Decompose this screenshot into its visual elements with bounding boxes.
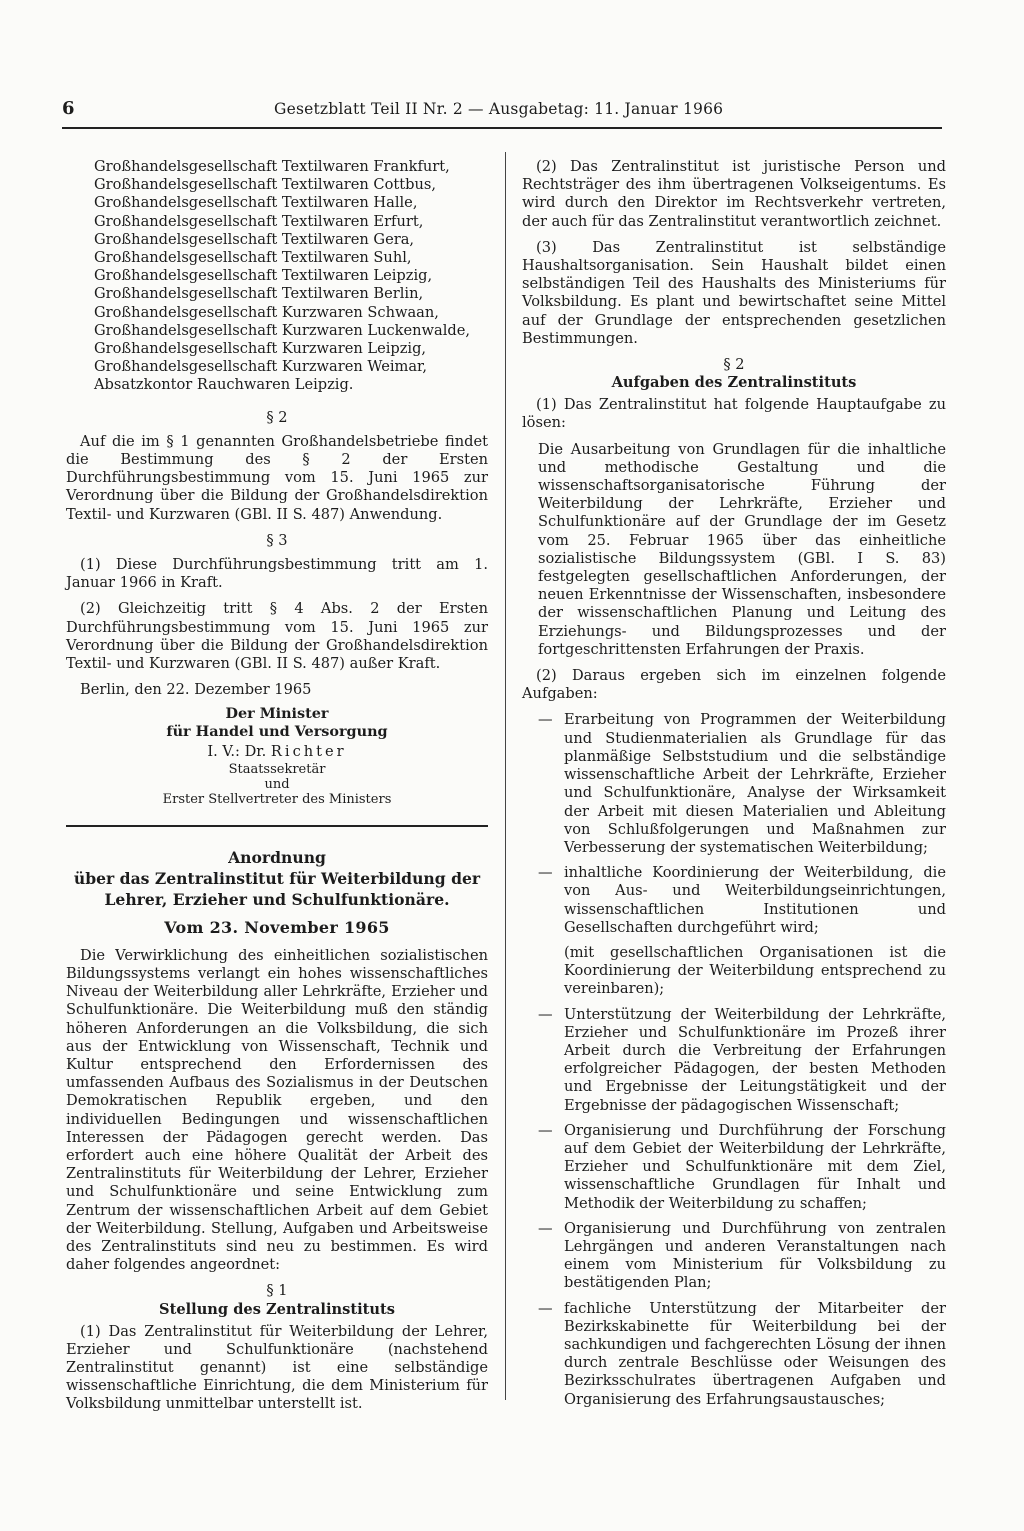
coordination-note: (mit gesellschaftlichen Organisationen ist die Koordinierung der Weiterbildung entsprechend zu vereinbaren); (564, 943, 946, 998)
signature-surname: Richter (270, 743, 347, 761)
signature-name (66, 743, 488, 761)
ordinance-title-2: über das Zentralinstitut für Weiterbildung der (73, 868, 481, 888)
list-item: Großhandelsgesellschaft Textilwaren Cottbus, (94, 176, 436, 194)
list-item: Großhandelsgesellschaft Textilwaren Gera, (94, 230, 415, 248)
list-item: Großhandelsgesellschaft Kurzwaren Leipzig, (94, 340, 427, 358)
section-sign-2b: § 2 (723, 356, 745, 374)
dash-bullet: — (538, 1005, 553, 1023)
dash-bullet: — (538, 1299, 553, 1317)
dash-bullet: — (538, 711, 553, 729)
list-item: — Unterstützung der Weiterbildung der Lehrkräfte, Erzieher und Schulfunktionäre im Prozeß ihrer Arbeit durch die Verbreitung der Erfahrungen erfolgreicher Pädagogen, der besten Methoden und Ergebnisse der Leitungstätigkeit und der Ergebnisse der pädagogischen Wissenschaft; (538, 1005, 946, 1114)
list-item: Großhandelsgesellschaft Textilwaren Berlin, (94, 285, 424, 303)
ordinance-title-3: Lehrer, Erzieher und Schulfunktionäre. (104, 889, 450, 909)
running-title: Gesetzblatt Teil II Nr. 2 — Ausgabetag: 11. Januar 1966 (274, 100, 724, 118)
section-1-para-3: (3) Das Zentralinstitut ist selbständige Haushaltsorganisation. Sein Haushalt bildet einen selbständigen Teil des Haushalts des Ministeriums für Volksbildung. Es plant und bewirtschaftet seine Mittel auf der Grundlage der entsprechenden gesetzlichen Bestimmungen. (522, 238, 946, 347)
section-3-para-1: (1) Diese Durchführungsbestimmung tritt am 1. Januar 1966 in Kraft. (66, 556, 488, 592)
section-2-para-2: (2) Daraus ergeben sich im einzelnen folgende Aufgaben: (522, 667, 946, 703)
page-number: 6 (62, 98, 75, 119)
ordinance-title-1: Anordnung (228, 847, 326, 867)
page-header (62, 98, 942, 124)
main-task: Die Ausarbeitung von Grundlagen für die inhaltliche und methodische Gestaltung und die wissenschaftsorganisatorische Führung der Weiterbildung der Lehrkräfte, Erzieher und Schulfunktionäre auf der Grundlage der im Gesetz vom 25. Februar 1965 über das einheitliche sozialistische Bildungssystem (GBl. I S. 83) festgelegten gesellschaftlichen Anforderungen, der neuen Erkenntnisse der Wissenschaften, insbesondere der wissenschaftlichen Planung und Leitung des Erziehungs- und Bildungsprozesses und der fortgeschrittensten Erfahrungen der Praxis. (538, 440, 946, 658)
list-item: Großhandelsgesellschaft Kurzwaren Weimar, (94, 358, 428, 376)
dash-bullet: — (538, 1121, 553, 1139)
list-item: Absatzkontor Rauchwaren Leipzig. (94, 376, 354, 394)
ordinance-date: Vom 23. November 1965 (164, 917, 390, 937)
list-item: — fachliche Unterstützung der Mitarbeiter der Bezirkskabinette für Weiterbildung bei der sachkundigen und fachgerechten Lösung der ihnen durch zentrale Beschlüsse oder Weisungen des Bezirksschulrates übertragenen Aufgaben und Organisierung des Erfahrungsaustausches; (538, 1299, 946, 1408)
section-sign-3: § 3 (266, 531, 288, 549)
list-item: — Organisierung und Durchführung der Forschung auf dem Gebiet der Weiterbildung der Lehrkräfte, Erzieher und Schulfunktionäre mit dem Ziel, wissenschaftliche Grundlagen für Inhalt und Methodik der Weiterbildung zu schaffen; (538, 1121, 946, 1212)
section-1-para-2: (2) Das Zentralinstitut ist juristische Person und Rechtsträger des ihm übertragenen Volkseigentums. Es wird durch den Direktor im Rechtsverkehr vertreten, der auch für das Zentralinstitut verantwortlich zeichnet. (522, 158, 946, 230)
list-item: Großhandelsgesellschaft Textilwaren Leipzig, (94, 267, 433, 285)
list-item: — Organisierung und Durchführung von zentralen Lehrgängen und anderen Veranstaltungen nach einem vom Ministerium für Volksbildung zu bestätigenden Plan; (538, 1219, 946, 1292)
section-sign-2: § 2 (266, 408, 288, 426)
signature-title-1: Der Minister (225, 705, 329, 723)
company-list (66, 158, 488, 395)
place-date: Berlin, den 22. Dezember 1965 (80, 681, 312, 699)
section-1-heading: Stellung des Zentralinstituts (159, 1300, 395, 1318)
list-item: — inhaltliche Koordinierung der Weiterbildung, die von Aus- und Weiterbildungseinrichtungen, wissenschaftlichen Institutionen und Gesellschaften durchgeführt wird; (538, 864, 946, 936)
signature-role-3: Erster Stellvertreter des Ministers (162, 791, 392, 807)
dash-bullet: — (538, 1219, 553, 1237)
section-3-para-2: (2) Gleichzeitig tritt § 4 Abs. 2 der Ersten Durchführungsbestimmung vom 15. Juni 1965 zur Verordnung über die Bildung der Großhandelsdirektion Textil- und Kurzwaren (GBl. II S. 487) außer Kraft. (66, 600, 488, 673)
list-item: Großhandelsgesellschaft Textilwaren Halle, (94, 194, 418, 212)
section-sign-1: § 1 (266, 1282, 288, 1300)
signature-name-prefix: I. V.: Dr. (207, 743, 271, 761)
list-item: Großhandelsgesellschaft Textilwaren Suhl, (94, 249, 412, 267)
column-divider (505, 152, 506, 1400)
right-column (522, 158, 946, 1416)
section-divider (66, 825, 488, 827)
signature-role-2: und (264, 776, 290, 792)
header-rule (62, 127, 942, 129)
left-column (66, 158, 488, 1422)
signature-title-2: für Handel und Versorgung (166, 723, 388, 741)
ordinance-intro: Die Verwirklichung des einheitlichen sozialistischen Bildungssystems verlangt ein hohes wissenschaftliches Niveau der Weiterbildung aller Lehrkräfte, Erzieher und Schulfunktionäre. Die Weiterbildung muß den ständig höheren Anforderungen an die Volksbildung, die sich aus der Entwicklung von Wissenschaft, Technik und Kultur entsprechend den Erfordernissen des umfassenden Aufbaus des Sozialismus in der Deutschen Demokratischen Republik ergeben, und den individuellen Bedingungen und wissenschaftlichen Interessen der Pädagogen gerecht werden. Das erfordert auch eine höhere Qualität der Arbeit des Zentralinstituts für Weiterbildung der Lehrer, Erzieher und Schulfunktionäre und seine Entwicklung zum Zentrum der wissenschaftlichen Arbeit auf dem Gebiet der Weiterbildung. Stellung, Aufgaben und Arbeitsweise des Zentralinstituts sind neu zu bestimmen. Es wird daher folgendes angeordnet: (66, 946, 488, 1274)
section-2-heading: Aufgaben des Zentralinstituts (611, 374, 857, 392)
list-item: Großhandelsgesellschaft Textilwaren Erfurt, (94, 212, 424, 230)
signature-role-1: Staatssekretär (228, 761, 326, 777)
list-item: Großhandelsgesellschaft Kurzwaren Luckenwalde, (94, 321, 471, 339)
list-item: Großhandelsgesellschaft Textilwaren Frankfurt, (94, 158, 450, 175)
dash-bullet: — (538, 864, 553, 882)
section-2-text: Auf die im § 1 genannten Großhandelsbetriebe findet die Bestimmung des § 2 der Ersten Durchführungsbestimmung vom 15. Juni 1965 zur Verordnung über die Bildung der Großhandelsdirektion Textil- und Kurzwaren (GBl. II S. 487) Anwendung. (66, 432, 488, 523)
section-1-para-1: (1) Das Zentralinstitut für Weiterbildung der Lehrer, Erzieher und Schulfunktionäre (nachstehend Zentralinstitut genannt) ist eine selbständige wissenschaftliche Einrichtung, die dem Ministerium für Volksbildung unmittelbar unterstellt ist. (66, 1322, 488, 1413)
section-2-para-1: (1) Das Zentralinstitut hat folgende Hauptaufgabe zu lösen: (522, 396, 946, 432)
list-item: Großhandelsgesellschaft Kurzwaren Schwaan, (94, 303, 439, 321)
list-item: — Erarbeitung von Programmen der Weiterbildung und Studienmaterialien als Grundlage für das planmäßige Selbststudium und die selbständige wissenschaftliche Arbeit der Lehrkräfte, Erzieher und Schulfunktionäre, Analyse der Wirksamkeit der Arbeit mit diesen Materialien und Ableitung von Schlußfolgerungen und Maßnahmen zur Verbesserung der systematischen Weiterbildung; (538, 711, 946, 856)
